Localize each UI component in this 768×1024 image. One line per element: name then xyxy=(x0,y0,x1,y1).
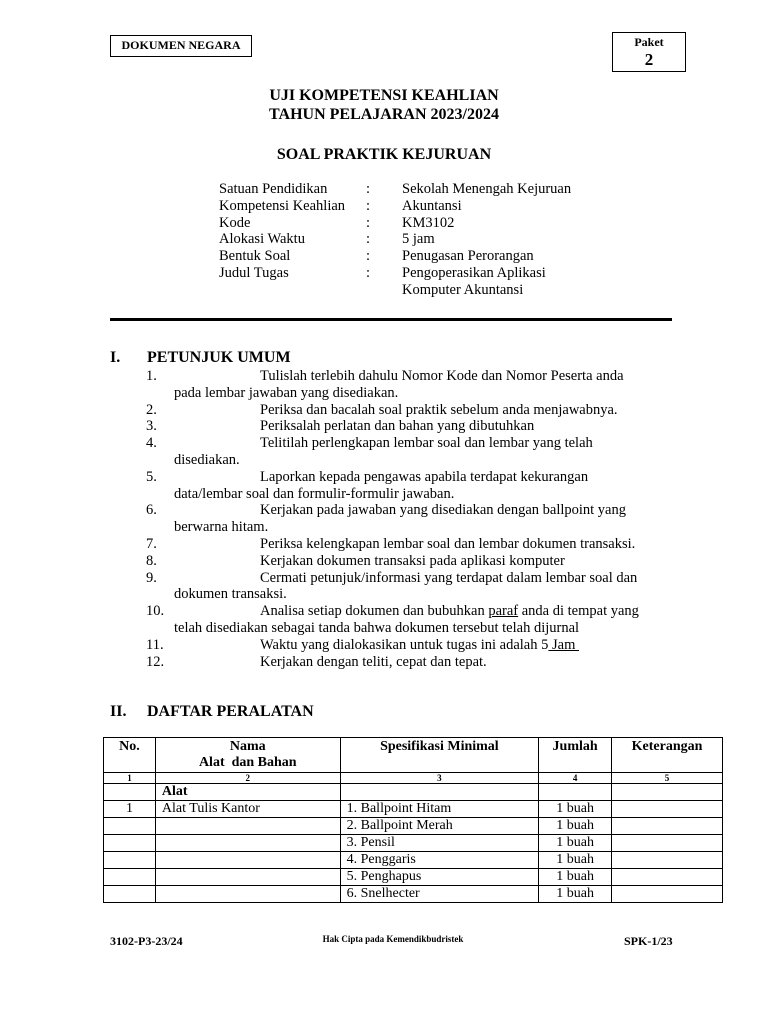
table-row xyxy=(104,801,723,818)
instruction-number: 1. xyxy=(146,368,157,384)
exam-info-table xyxy=(219,181,622,299)
instruction-number: 4. xyxy=(146,435,157,452)
footer-page-number: SPK-1/23 xyxy=(624,934,673,948)
table-row xyxy=(104,835,723,852)
info-row xyxy=(219,181,622,198)
instruction-text: Periksa dan bacalah soal praktik sebelum anda menjawabnya. xyxy=(260,401,618,418)
table-cell xyxy=(539,784,612,801)
cell-name xyxy=(155,852,340,869)
table-row xyxy=(104,869,723,886)
section-title: DAFTAR PERALATAN xyxy=(147,703,314,720)
cell-quantity: 1 buah xyxy=(539,835,612,852)
info-value: Penugasan Perorangan xyxy=(402,248,534,265)
instruction-text: Kerjakan dokumen transaksi pada aplikasi komputer xyxy=(260,552,565,569)
table-cell xyxy=(340,784,539,801)
instruction-underlined-text: Jam xyxy=(548,636,579,653)
section-number: I. xyxy=(110,349,121,366)
cell-no xyxy=(104,852,156,869)
column-number: 4 xyxy=(539,773,612,784)
table-header-row xyxy=(104,738,723,773)
instruction-text: Waktu yang dialokasikan untuk tugas ini adalah 5 xyxy=(260,636,549,653)
column-header-remarks: Keterangan xyxy=(612,738,723,773)
instruction-item xyxy=(146,553,676,570)
cell-remarks xyxy=(612,869,723,886)
cell-name xyxy=(155,886,340,903)
cell-remarks xyxy=(612,835,723,852)
info-value: Komputer Akuntansi xyxy=(402,281,524,298)
section-heading-equipment-list xyxy=(110,703,314,721)
info-colon: : xyxy=(366,248,371,265)
cell-name xyxy=(155,835,340,852)
table-row xyxy=(104,852,723,869)
cell-no xyxy=(104,886,156,903)
column-header-no: No. xyxy=(104,738,156,773)
instruction-item xyxy=(146,603,676,637)
info-label: Kompetensi Keahlian xyxy=(219,197,346,214)
paket-number: 2 xyxy=(644,50,654,69)
instruction-continuation: telah disediakan sebagai tanda bahwa dokumen tersebut telah dijurnal xyxy=(174,619,580,636)
info-value: Akuntansi xyxy=(402,197,462,214)
instruction-underlined-text: paraf xyxy=(488,603,519,620)
table-cell xyxy=(104,784,156,801)
instruction-item xyxy=(146,435,676,469)
cell-no xyxy=(104,835,156,852)
horizontal-divider xyxy=(110,318,672,321)
cell-quantity: 1 buah xyxy=(539,801,612,818)
cell-name xyxy=(155,818,340,835)
title-line-2: TAHUN PELAJARAN 2023/2024 xyxy=(269,106,499,123)
cell-no xyxy=(104,869,156,886)
cell-quantity: 1 buah xyxy=(539,869,612,886)
info-label: Satuan Pendidikan xyxy=(219,181,328,197)
cell-specification: 3. Pensil xyxy=(340,835,539,852)
column-number-row xyxy=(104,773,723,784)
instruction-item xyxy=(146,418,676,435)
cell-remarks xyxy=(612,801,723,818)
cell-quantity: 1 buah xyxy=(539,818,612,835)
cell-name xyxy=(155,869,340,886)
instruction-text: Kerjakan dengan teliti, cepat dan tepat. xyxy=(260,653,487,670)
info-value: Sekolah Menengah Kejuruan xyxy=(402,181,572,197)
info-row xyxy=(219,198,622,215)
instruction-number: 10. xyxy=(146,603,165,620)
info-row xyxy=(219,282,622,299)
info-label: Judul Tugas xyxy=(219,264,289,281)
cell-quantity: 1 buah xyxy=(539,852,612,869)
instruction-number: 5. xyxy=(146,468,157,485)
equipment-table xyxy=(103,737,723,903)
info-colon: : xyxy=(366,264,371,281)
footer-document-code: 3102-P3-23/24 xyxy=(110,934,183,948)
cell-specification: 2. Ballpoint Merah xyxy=(340,818,539,835)
table-cell xyxy=(612,784,723,801)
group-row xyxy=(104,784,723,801)
section-title: PETUNJUK UMUM xyxy=(147,349,291,366)
instruction-continuation: data/lembar soal dan formulir-formulir jawaban. xyxy=(174,485,455,502)
cell-no: 1 xyxy=(104,801,156,818)
section-number: II. xyxy=(110,703,127,720)
instruction-item xyxy=(146,368,676,402)
table-row xyxy=(104,818,723,835)
instruction-item xyxy=(146,402,676,419)
info-value: Pengoperasikan Aplikasi xyxy=(402,264,546,281)
info-label: Kode xyxy=(219,214,251,231)
info-row xyxy=(219,248,622,265)
column-header-name xyxy=(155,738,340,773)
info-label: Alokasi Waktu xyxy=(219,231,305,248)
instruction-text: Laporkan kepada pengawas apabila terdapat kekurangan xyxy=(260,468,589,485)
instruction-item xyxy=(146,637,676,654)
cell-remarks xyxy=(612,852,723,869)
info-value: KM3102 xyxy=(402,214,455,231)
instruction-item xyxy=(146,469,676,503)
info-colon: : xyxy=(366,181,371,197)
instruction-text: Periksa kelengkapan lembar soal dan lembar dokumen transaksi. xyxy=(260,535,636,552)
instruction-list xyxy=(146,368,676,670)
instruction-number: 8. xyxy=(146,552,157,569)
info-row xyxy=(219,265,622,282)
cell-specification: 1. Ballpoint Hitam xyxy=(340,801,539,818)
title-line-1: UJI KOMPETENSI KEAHLIAN xyxy=(269,87,499,104)
cell-remarks xyxy=(612,818,723,835)
instruction-continuation: berwarna hitam. xyxy=(174,519,269,536)
column-header-name-line-2: Alat dan Bahan xyxy=(198,755,297,770)
info-value: 5 jam xyxy=(402,231,435,248)
instruction-text: Telitilah perlengkapan lembar soal dan lembar yang telah xyxy=(260,435,593,452)
instruction-number: 9. xyxy=(146,569,157,586)
column-header-quantity: Jumlah xyxy=(539,738,612,773)
cell-quantity: 1 buah xyxy=(539,886,612,903)
instruction-text: Analisa setiap dokumen dan bubuhkan xyxy=(260,603,489,620)
cell-specification: 6. Snelhecter xyxy=(340,886,539,903)
paket-label: Paket xyxy=(634,35,664,49)
title-line-3: SOAL PRAKTIK KEJURUAN xyxy=(276,146,492,163)
info-label xyxy=(219,282,366,299)
instruction-item xyxy=(146,570,676,604)
instruction-number: 11. xyxy=(146,636,164,653)
info-colon: : xyxy=(366,231,371,248)
instruction-number: 3. xyxy=(146,418,157,435)
instruction-text: Tulislah terlebih dahulu Nomor Kode dan Nomor Peserta anda xyxy=(260,368,624,384)
instruction-number: 2. xyxy=(146,401,157,418)
instruction-text: anda di tempat yang xyxy=(518,603,639,620)
instruction-item xyxy=(146,502,676,536)
instruction-continuation: dokumen transaksi. xyxy=(174,586,287,603)
document-classification-label: DOKUMEN NEGARA xyxy=(110,35,252,57)
column-header-specification: Spesifikasi Minimal xyxy=(340,738,539,773)
instruction-item xyxy=(146,536,676,553)
info-row xyxy=(219,231,622,248)
column-number: 1 xyxy=(104,773,156,784)
info-label: Bentuk Soal xyxy=(219,248,291,265)
instruction-continuation: pada lembar jawaban yang disediakan. xyxy=(174,384,399,401)
instruction-number: 12. xyxy=(146,653,165,670)
cell-specification: 4. Penggaris xyxy=(340,852,539,869)
section-heading-general-instructions xyxy=(110,349,291,367)
cell-specification: 5. Penghapus xyxy=(340,869,539,886)
instruction-text: Cermati petunjuk/informasi yang terdapat dalam lembar soal dan xyxy=(260,569,638,586)
column-number: 2 xyxy=(155,773,340,784)
cell-no xyxy=(104,818,156,835)
column-number: 3 xyxy=(340,773,539,784)
column-header-name-line-1: Nama xyxy=(229,739,266,754)
column-number: 5 xyxy=(612,773,723,784)
table-row xyxy=(104,886,723,903)
cell-name: Alat Tulis Kantor xyxy=(155,801,340,818)
instruction-number: 6. xyxy=(146,502,157,519)
instruction-continuation: disediakan. xyxy=(174,451,240,468)
footer-copyright: Hak Cipta pada Kemendikbudristek xyxy=(322,934,464,944)
cell-remarks xyxy=(612,886,723,903)
paket-box xyxy=(612,32,686,72)
instruction-item xyxy=(146,654,676,671)
info-colon xyxy=(366,282,402,299)
instruction-number: 7. xyxy=(146,535,157,552)
info-row xyxy=(219,215,622,232)
instruction-text: Kerjakan pada jawaban yang disediakan dengan ballpoint yang xyxy=(260,502,626,519)
group-label: Alat xyxy=(155,784,340,801)
instruction-text: Periksalah perlatan dan bahan yang dibutuhkan xyxy=(260,418,535,435)
info-colon: : xyxy=(366,214,371,231)
info-colon: : xyxy=(366,197,371,214)
